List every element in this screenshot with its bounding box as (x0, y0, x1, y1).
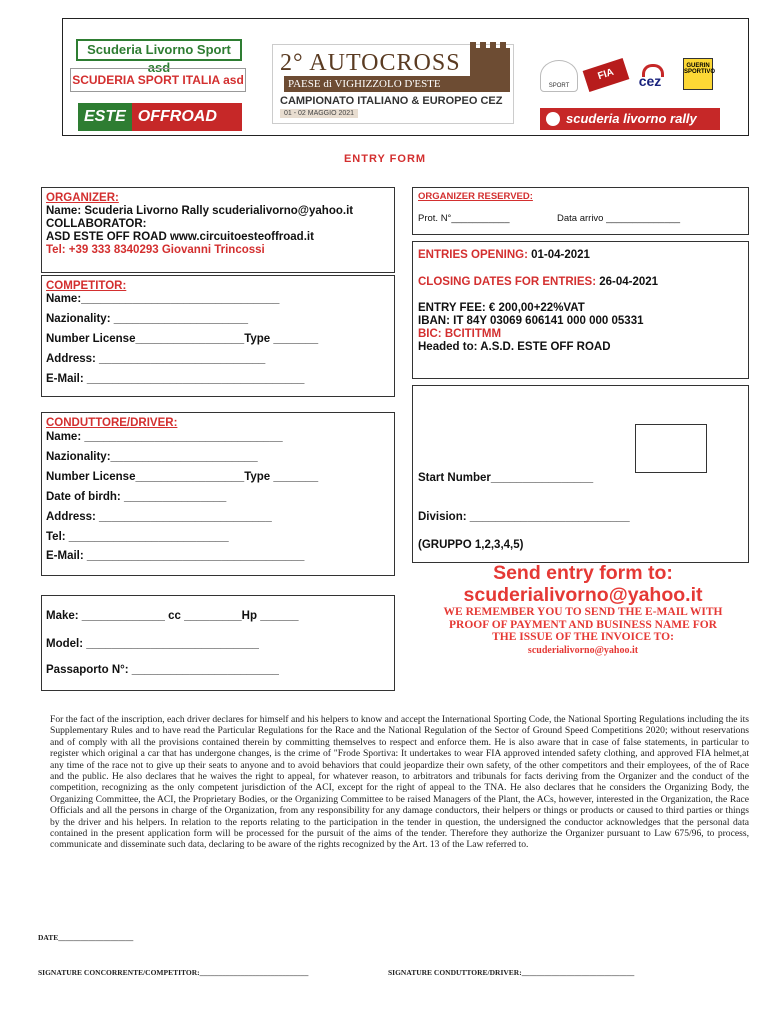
aci-sport-logo (540, 60, 578, 92)
send-email[interactable]: scuderialivorno@yahoo.it (463, 584, 703, 606)
event-place: PAESE di VIGHIZZOLO D'ESTE (284, 76, 504, 92)
send-line-1: Send entry form to: (493, 562, 673, 584)
aci-sport-label: SPORT (548, 83, 570, 89)
bic: BIC: BCITITMM (418, 328, 502, 340)
entries-opening (418, 249, 590, 262)
scuderia-livorno-sport-logo: Scuderia Livorno Sport asd (76, 39, 242, 61)
event-date: 01 - 02 MAGGIO 2021 (280, 109, 358, 118)
remember-line-1: WE REMEMBER YOU TO SEND THE E-MAIL WITH (443, 606, 723, 618)
competitor-license-field[interactable]: Number License_________________Type _______ (46, 333, 319, 345)
driver-heading: CONDUTTORE/DRIVER: (46, 417, 178, 429)
este-offroad-logo-part-b: OFFROAD (132, 103, 242, 131)
remember-line-2: PROOF OF PAYMENT AND BUSINESS NAME FOR (449, 618, 717, 631)
entries-opening-value: 01-04-2021 (531, 249, 590, 261)
date-field[interactable]: DATE____________________ (38, 933, 134, 942)
scuderia-livorno-rally-banner (540, 108, 720, 130)
organizer-collaborator: ASD ESTE OFF ROAD www.circuitoesteoffroad.it (46, 231, 314, 243)
signature-driver-field[interactable]: SIGNATURE CONDUTTORE/DRIVER:______________________________ (388, 968, 635, 977)
slr-logo-icon (546, 112, 560, 126)
division-field[interactable]: Division: _________________________ (418, 511, 630, 523)
start-number-field[interactable]: Start Number________________ (418, 472, 594, 484)
event-title: 2° AUTOCROSS (280, 50, 461, 76)
organizer-collaborator-label: COLLABORATOR: (46, 218, 147, 230)
gruppo-note: (GRUPPO 1,2,3,4,5) (418, 539, 524, 551)
legal-declaration: For the fact of the inscription, each driver declares for himself and his helpers to know and accept the International Sporting Code, the National Sporting Regulations including the its Supplementary Rules and to have read the Particular Regulations for the Race and the National Regulation of the Sector of Ground Speed Competitions 2020; without reservations and of comply with all the provisions contained therein by committing themselves to respect and enforce them. He is also aware that in case of false statements, in particular to register which original a car that has undergone changes, is the crime of "Frode Sportiva: It undertakes to wear FIA approved intended safety clothing, and approved FIA helmet,at any time of the race not to give up their seats to anyone and to avoid behaviors that could jeopardize their own safety, of the other competitors and their employees, of the of Race and the public. He also declares that he waives the right to appeal, for whatever reason, to arbitrators and tribunals for facts deriving from the Organizer and the conduct of the competition, recognizing as the only competent jurisdiction of the ACI, except for the right of appeal to the TNA. He also declares that he considers the Organizing Body, the Organizing Committee, the ACI, the Proprietary Bodies, or the Organizing Committee to be raised Managers of the Plant, the ACs, however, interested in the Organization, the Race Officials and all the persons in charge of the Organization, from any responsibility for any damage conductors, their helpers or things or products or caused to third parties or things by the driver and his helpers. In relation to the reports relating to the participation in the tender in question, the undersigned the conductor acknowledges that the personal data contained in the present application form will be processed for the pursuit of the aims of the tender. Therefore they authorize the Organizer pursuant to Law 675/96, to process, communicate and disseminate such data, declaring to be aware of the rights recognized by the Art. 13 of the Law referred to. (50, 714, 749, 851)
start-number-square[interactable] (635, 424, 707, 473)
signature-competitor-field[interactable]: SIGNATURE CONCORRENTE/COMPETITOR:_____________________________ (38, 968, 309, 977)
organizer-name: Name: Scuderia Livorno Rally scuderialivorno@yahoo.it (46, 205, 354, 217)
make-cc-hp-field[interactable]: Make: _____________ cc _________Hp ______ (46, 610, 299, 622)
driver-license-field[interactable]: Number License_________________Type _______ (46, 471, 319, 483)
remember-line-3: THE ISSUE OF THE INVOICE TO: (492, 631, 674, 643)
organizer-heading: ORGANIZER: (46, 192, 119, 204)
driver-nazionality-field[interactable]: Nazionality:_______________________ (46, 451, 258, 463)
este-offroad-logo-part-a: ESTE (78, 103, 132, 131)
event-championship: CAMPIONATO ITALIANO & EUROPEO CEZ (280, 95, 503, 107)
entry-fee: ENTRY FEE: € 200,00+22%VAT (418, 302, 585, 314)
remember-note (418, 606, 748, 644)
iban: IBAN: IT 84Y 03069 606141 000 000 05331 (418, 315, 644, 327)
scuderia-sport-italia-logo: SCUDERIA SPORT ITALIA asd (70, 68, 246, 92)
competitor-heading: COMPETITOR: (46, 280, 127, 292)
send-entry-form (418, 562, 748, 606)
headed-to: Headed to: A.S.D. ESTE OFF ROAD (418, 341, 611, 353)
driver-tel-field[interactable]: Tel: _________________________ (46, 531, 229, 543)
competitor-address-field[interactable]: Address: __________________________ (46, 353, 266, 365)
competitor-email-field[interactable]: E-Mail: __________________________________ (46, 373, 305, 385)
entries-opening-label: ENTRIES OPENING: (418, 249, 528, 261)
passaporto-field[interactable]: Passaporto N°: _______________________ (46, 664, 279, 676)
fia-logo: FIA (583, 58, 630, 92)
model-field[interactable]: Model: ___________________________ (46, 638, 259, 650)
entries-closing-label: CLOSING DATES FOR ENTRIES: (418, 276, 597, 288)
organizer-tel: Tel: +39 333 8340293 Giovanni Trincossi (46, 244, 265, 256)
page-title: ENTRY FORM (343, 153, 427, 165)
invoice-email[interactable]: scuderialivorno@yahoo.it (527, 645, 639, 656)
data-arrivo-field[interactable]: Data arrivo ______________ (557, 213, 681, 224)
driver-email-field[interactable]: E-Mail: __________________________________ (46, 550, 305, 562)
entries-closing (418, 276, 658, 289)
organizer-reserved-heading: ORGANIZER RESERVED: (418, 191, 533, 202)
este-offroad-logo (78, 103, 242, 131)
competitor-nazionality-field[interactable]: Nazionality: _____________________ (46, 313, 249, 325)
entries-closing-value: 26-04-2021 (599, 276, 659, 288)
driver-birth-field[interactable]: Date of birdh: ________________ (46, 491, 227, 503)
guerin-sportivo-logo: GUERIN SPORTIVO (683, 58, 713, 90)
prot-number-field[interactable]: Prot. N°___________ (418, 213, 510, 224)
driver-name-field[interactable]: Name: _______________________________ (46, 431, 283, 443)
competitor-name-field[interactable]: Name:_______________________________ (46, 293, 280, 305)
driver-address-field[interactable]: Address: ___________________________ (46, 511, 272, 523)
slr-label: scuderia livorno rally (566, 111, 697, 126)
cez-logo: cez (632, 64, 668, 92)
